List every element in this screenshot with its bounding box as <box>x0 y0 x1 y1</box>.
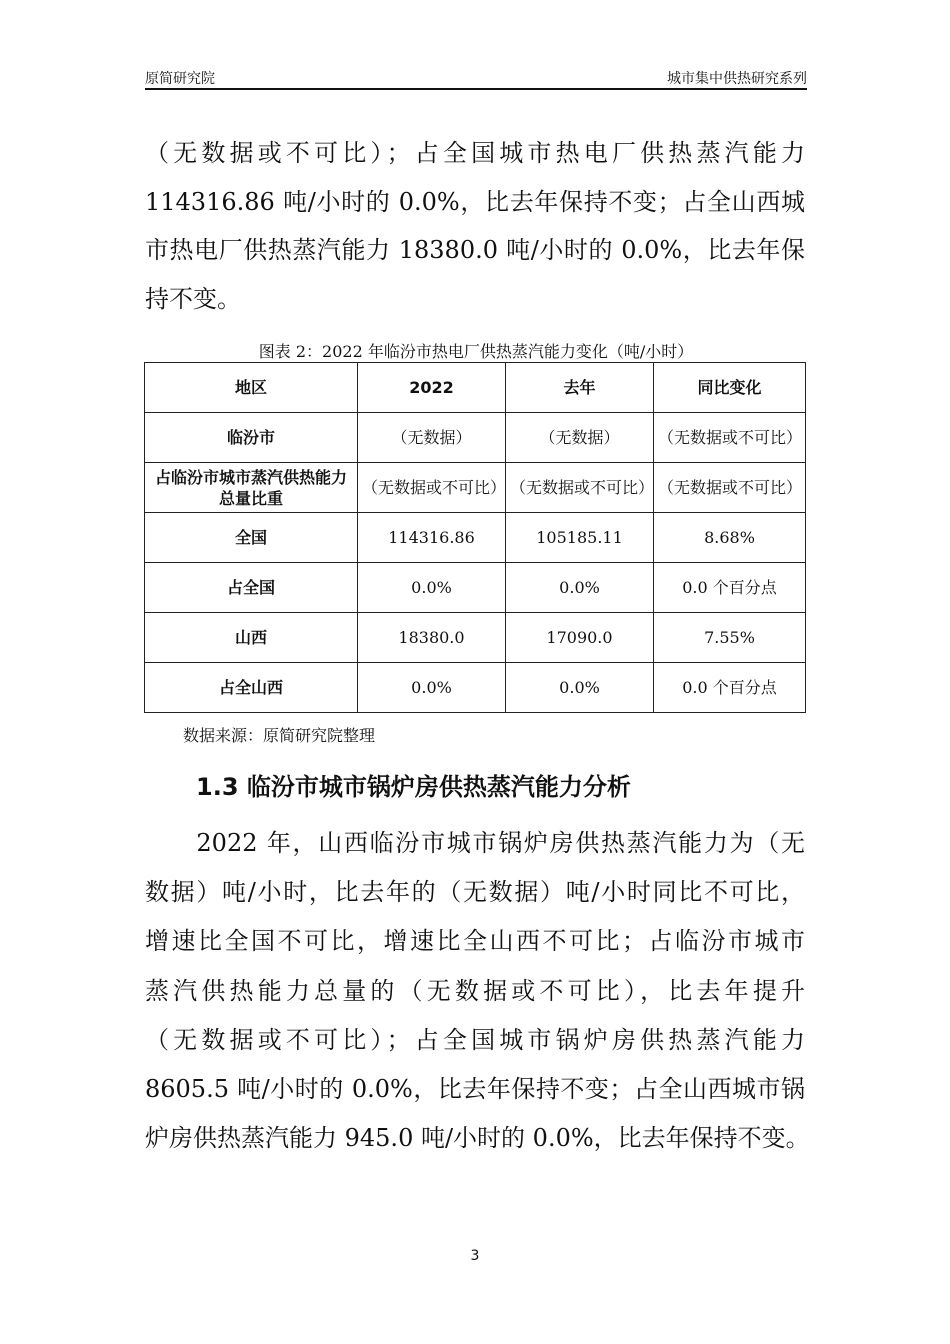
table-cell: （无数据或不可比） <box>654 463 806 513</box>
header-org: 原简研究院 <box>145 71 215 87</box>
header-cell: 去年 <box>506 363 654 413</box>
section-title: 1.3 临汾市城市锅炉房供热蒸汽能力分析 <box>196 773 631 801</box>
row-label: 占临汾市城市蒸汽供热能力总量比重 <box>145 463 358 513</box>
table-cell: 0.0% <box>358 563 506 613</box>
text-line: 114316.86 吨/小时的 0.0%，比去年保持不变；占全山西城 <box>145 187 805 216</box>
table-row <box>145 563 806 613</box>
table-cell: 0.0 个百分点 <box>654 663 806 713</box>
header-cell: 2022 <box>358 363 506 413</box>
table-cell: 0.0 个百分点 <box>654 563 806 613</box>
text-line: 2022 年，山西临汾市城市锅炉房供热蒸汽能力为（无 <box>145 829 805 857</box>
table-row <box>145 413 806 463</box>
header-series: 城市集中供热研究系列 <box>667 71 807 87</box>
row-label: 山西 <box>145 613 358 663</box>
table-cell: （无数据） <box>358 413 506 463</box>
text-line: 蒸汽供热能力总量的（无数据或不可比），比去年提升 <box>145 976 805 1005</box>
table-cell: （无数据或不可比） <box>654 413 806 463</box>
text-line: （无数据或不可比）；占全国城市热电厂供热蒸汽能力 <box>145 139 805 167</box>
table-cell: 0.0% <box>358 663 506 713</box>
text-line: 市热电厂供热蒸汽能力 18380.0 吨/小时的 0.0%，比去年保 <box>145 236 805 264</box>
table-caption: 图表 2：2022 年临汾市热电厂供热蒸汽能力变化（吨/小时） <box>258 342 694 361</box>
table-row <box>145 613 806 663</box>
text-line: 持不变。 <box>145 284 241 313</box>
table-row <box>145 663 806 713</box>
header-cell: 同比变化 <box>654 363 806 413</box>
table-header-row <box>145 363 806 413</box>
table-cell: 8.68% <box>654 513 806 563</box>
row-label: 占全山西 <box>145 663 358 713</box>
table-cell: 0.0% <box>506 563 654 613</box>
table-cell: 0.0% <box>506 663 654 713</box>
row-label: 占全国 <box>145 563 358 613</box>
row-label: 临汾市 <box>145 413 358 463</box>
data-table <box>144 362 806 713</box>
header-rule <box>145 88 807 90</box>
table-cell: （无数据） <box>506 413 654 463</box>
table-cell: 114316.86 <box>358 513 506 563</box>
text-line: （无数据或不可比）；占全国城市锅炉房供热蒸汽能力 <box>145 1025 805 1054</box>
row-label: 全国 <box>145 513 358 563</box>
text-line: 数据）吨/小时，比去年的（无数据）吨/小时同比不可比， <box>145 878 805 907</box>
table-cell: 7.55% <box>654 613 806 663</box>
page-number: 3 <box>470 1248 480 1264</box>
table-cell: （无数据或不可比） <box>506 463 654 513</box>
text-line: 炉房供热蒸汽能力 945.0 吨/小时的 0.0%，比去年保持不变。 <box>145 1124 810 1153</box>
table-cell: 18380.0 <box>358 613 506 663</box>
table-cell: （无数据或不可比） <box>358 463 506 513</box>
text-line: 8605.5 吨/小时的 0.0%，比去年保持不变；占全山西城市锅 <box>145 1075 805 1103</box>
table-cell: 105185.11 <box>506 513 654 563</box>
table-row <box>145 513 806 563</box>
data-source: 数据来源：原简研究院整理 <box>183 726 376 745</box>
table-row <box>145 463 806 513</box>
header-cell: 地区 <box>145 363 358 413</box>
text-line: 增速比全国不可比，增速比全山西不可比；占临汾市城市 <box>145 927 805 956</box>
table-cell: 17090.0 <box>506 613 654 663</box>
